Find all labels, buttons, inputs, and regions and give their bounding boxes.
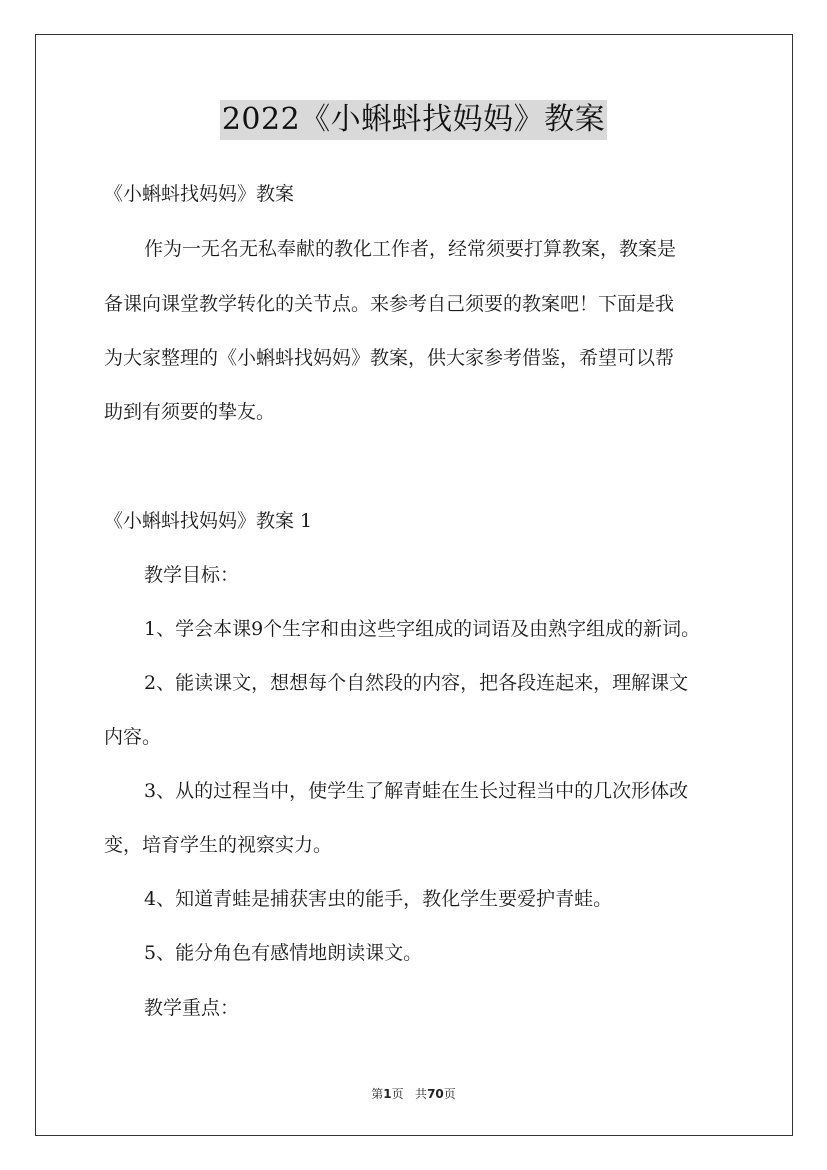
goals-heading: 教学目标： bbox=[144, 564, 240, 586]
goal-line-2-continued: 内容。 bbox=[104, 726, 162, 748]
goal-line-3: 3、从的过程当中，使学生了解青蛙在生长过程当中的几次形体改 bbox=[144, 780, 689, 802]
goal-line-2: 2、能读课文，想想每个自然段的内容，把各段连起来，理解课文 bbox=[144, 672, 689, 694]
goal-line-4: 4、知道青蛙是捕获害虫的能手，教化学生要爱护青蛙。 bbox=[144, 888, 613, 910]
title-container bbox=[0, 100, 827, 140]
goal-line-1: 1、学会本课9个生字和由这些字组成的词语及由熟字组成的新词。 bbox=[144, 618, 701, 640]
page-footer bbox=[0, 1086, 827, 1102]
page-suffix: 页 bbox=[391, 1087, 404, 1101]
document-title: 2022《小蝌蚪找妈妈》教案 bbox=[220, 100, 607, 140]
intro-line-1: 作为一无名无私奉献的教化工作者，经常须要打算教案，教案是 bbox=[144, 238, 677, 260]
intro-line-2: 备课向课堂教学转化的关节点。来参考自己须要的教案吧！下面是我 bbox=[104, 293, 675, 315]
document-subtitle: 《小蝌蚪找妈妈》教案 bbox=[104, 183, 295, 205]
intro-line-3: 为大家整理的《小蝌蚪找妈妈》教案，供大家参考借鉴，希望可以帮 bbox=[104, 347, 675, 369]
goal-line-5: 5、能分角色有感情地朗读课文。 bbox=[144, 942, 423, 964]
intro-line-4: 助到有须要的挚友。 bbox=[104, 401, 276, 423]
total-prefix: 共 bbox=[415, 1087, 428, 1101]
total-suffix: 页 bbox=[443, 1087, 456, 1101]
page-number: 1 bbox=[383, 1087, 392, 1101]
goal-line-3-continued: 变，培育学生的视察实力。 bbox=[104, 834, 333, 856]
focus-heading: 教学重点： bbox=[144, 997, 240, 1019]
total-pages: 70 bbox=[427, 1087, 444, 1101]
section-heading: 《小蝌蚪找妈妈》教案 1 bbox=[104, 510, 313, 532]
page-prefix: 第 bbox=[371, 1087, 384, 1101]
